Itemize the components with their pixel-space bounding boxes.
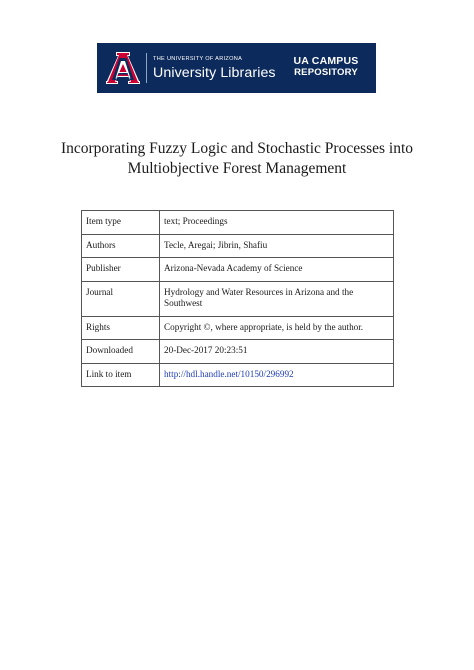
table-row-journal [82,281,394,316]
row-value: Copyright ©, where appropriate, is held by the author. [160,316,394,340]
repository-banner [97,43,376,93]
row-value: 20-Dec-2017 20:23:51 [160,340,394,364]
row-label: Link to item [82,363,160,387]
row-value: Tecle, Aregai; Jibrin, Shafiu [160,234,394,258]
table-row-link [82,363,394,387]
item-link[interactable]: http://hdl.handle.net/10150/296992 [164,368,294,379]
row-value: Arizona-Nevada Academy of Science [160,258,394,282]
arizona-a-logo-icon [106,51,140,85]
table-row-authors [82,234,394,258]
row-label: Downloaded [82,340,160,364]
metadata-table [81,210,394,387]
table-row-rights [82,316,394,340]
row-value: Hydrology and Water Resources in Arizona and the Southwest [160,281,394,316]
banner-divider [146,53,147,83]
repository-line-1: UA CAMPUS [293,55,359,67]
table-row-item-type [82,211,394,235]
library-name: University Libraries [153,65,276,81]
institution-name: THE UNIVERSITY OF ARIZONA [153,56,243,62]
title-line-2: Multiobjective Forest Management [127,160,347,177]
row-value-cell [160,363,394,387]
repository-name [286,55,366,79]
row-value: text; Proceedings [160,211,394,235]
document-title [40,139,434,179]
row-label: Publisher [82,258,160,282]
row-label: Authors [82,234,160,258]
table-row-publisher [82,258,394,282]
row-label: Rights [82,316,160,340]
row-label: Item type [82,211,160,235]
title-line-1: Incorporating Fuzzy Logic and Stochastic Processes into [60,140,414,157]
row-label: Journal [82,281,160,316]
repository-line-2: REPOSITORY [294,67,358,78]
table-row-downloaded [82,340,394,364]
